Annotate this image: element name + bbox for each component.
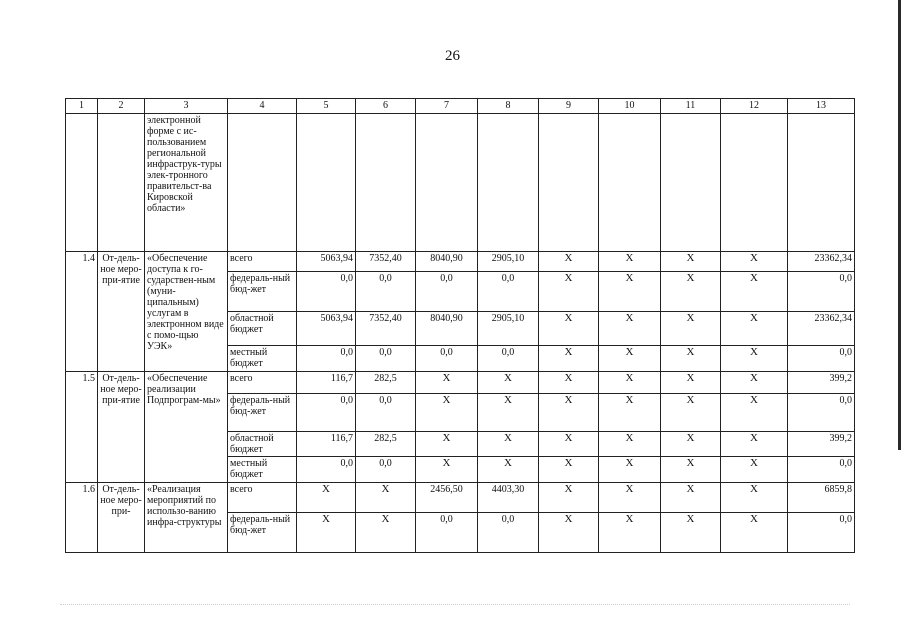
amount-cell: X xyxy=(539,346,599,372)
amount-cell: X xyxy=(661,346,721,372)
amount-cell: X xyxy=(416,432,478,457)
amount-cell: X xyxy=(356,483,416,513)
amount-cell: 399,2 xyxy=(788,432,855,457)
amount-cell: 6859,8 xyxy=(788,483,855,513)
amount-cell: X xyxy=(599,346,661,372)
empty-cell xyxy=(297,114,356,252)
amount-cell: 0,0 xyxy=(416,513,478,553)
amount-cell: X xyxy=(721,457,788,483)
amount-cell: X xyxy=(539,394,599,432)
amount-cell: 5063,94 xyxy=(297,252,356,272)
column-header: 1 xyxy=(66,99,98,114)
measure-name: «Обеспечение доступа к го-сударствен-ным (муни-ципальным) услугам в электронном виде с помо-щью УЭК» xyxy=(145,252,228,372)
column-header: 8 xyxy=(478,99,539,114)
table-row xyxy=(66,114,855,252)
amount-cell: 0,0 xyxy=(356,346,416,372)
amount-cell: 116,7 xyxy=(297,432,356,457)
column-header: 7 xyxy=(416,99,478,114)
amount-cell: 23362,34 xyxy=(788,312,855,346)
empty-cell xyxy=(478,114,539,252)
budget-table xyxy=(65,98,855,553)
amount-cell: 0,0 xyxy=(297,346,356,372)
amount-cell: X xyxy=(356,513,416,553)
column-header: 13 xyxy=(788,99,855,114)
table-row xyxy=(66,483,855,513)
amount-cell: 0,0 xyxy=(297,394,356,432)
amount-cell: X xyxy=(661,252,721,272)
empty-cell xyxy=(721,114,788,252)
section-number: 1.4 xyxy=(66,252,98,372)
empty-cell xyxy=(416,114,478,252)
amount-cell: X xyxy=(539,372,599,394)
amount-cell: X xyxy=(661,483,721,513)
empty-cell xyxy=(788,114,855,252)
funding-source: местный бюджет xyxy=(228,457,297,483)
amount-cell: X xyxy=(539,272,599,312)
column-header: 5 xyxy=(297,99,356,114)
amount-cell: 0,0 xyxy=(416,346,478,372)
funding-source: местный бюджет xyxy=(228,346,297,372)
amount-cell: X xyxy=(661,372,721,394)
amount-cell: 8040,90 xyxy=(416,312,478,346)
amount-cell: X xyxy=(721,272,788,312)
empty-cell xyxy=(661,114,721,252)
funding-source: федераль-ный бюд-жет xyxy=(228,394,297,432)
amount-cell: 0,0 xyxy=(356,394,416,432)
column-header: 9 xyxy=(539,99,599,114)
amount-cell: X xyxy=(478,372,539,394)
measure-name: «Реализация мероприятий по использо-ванию инфра-структуры xyxy=(145,483,228,553)
amount-cell: X xyxy=(721,483,788,513)
amount-cell: X xyxy=(721,394,788,432)
scan-noise-line xyxy=(60,604,850,606)
amount-cell: X xyxy=(539,513,599,553)
amount-cell: X xyxy=(721,513,788,553)
empty-cell xyxy=(539,114,599,252)
amount-cell: X xyxy=(416,372,478,394)
measure-name: «Обеспечение реализации Подпрограм-мы» xyxy=(145,372,228,483)
amount-cell: 7352,40 xyxy=(356,312,416,346)
amount-cell: 0,0 xyxy=(788,272,855,312)
amount-cell: 116,7 xyxy=(297,372,356,394)
amount-cell: 5063,94 xyxy=(297,312,356,346)
column-header: 10 xyxy=(599,99,661,114)
empty-cell xyxy=(599,114,661,252)
funding-source: всего xyxy=(228,252,297,272)
amount-cell: X xyxy=(539,457,599,483)
amount-cell: 0,0 xyxy=(478,272,539,312)
measure-type: От-дель-ное меро-при-ятие xyxy=(98,252,145,372)
amount-cell: X xyxy=(297,513,356,553)
column-header: 12 xyxy=(721,99,788,114)
amount-cell: X xyxy=(721,312,788,346)
empty-cell xyxy=(98,114,145,252)
amount-cell: X xyxy=(599,272,661,312)
amount-cell: 2456,50 xyxy=(416,483,478,513)
amount-cell: 0,0 xyxy=(788,457,855,483)
amount-cell: 0,0 xyxy=(788,346,855,372)
amount-cell: X xyxy=(599,457,661,483)
amount-cell: X xyxy=(599,483,661,513)
amount-cell: 282,5 xyxy=(356,372,416,394)
amount-cell: X xyxy=(661,394,721,432)
empty-cell xyxy=(356,114,416,252)
measure-type: От-дель-ное меро-при-ятие xyxy=(98,372,145,483)
amount-cell: 4403,30 xyxy=(478,483,539,513)
amount-cell: X xyxy=(721,372,788,394)
column-header: 3 xyxy=(145,99,228,114)
amount-cell: X xyxy=(721,252,788,272)
amount-cell: X xyxy=(661,272,721,312)
column-header: 2 xyxy=(98,99,145,114)
amount-cell: X xyxy=(416,394,478,432)
table-row xyxy=(66,372,855,394)
header-row xyxy=(66,99,855,114)
amount-cell: 0,0 xyxy=(297,457,356,483)
amount-cell: 7352,40 xyxy=(356,252,416,272)
amount-cell: X xyxy=(599,372,661,394)
amount-cell: 0,0 xyxy=(788,513,855,553)
page-edge-shadow xyxy=(898,0,901,450)
amount-cell: X xyxy=(661,457,721,483)
amount-cell: 0,0 xyxy=(416,272,478,312)
amount-cell: X xyxy=(478,457,539,483)
measure-type: От-дель-ное меро-при- xyxy=(98,483,145,553)
amount-cell: 2905,10 xyxy=(478,252,539,272)
column-header: 6 xyxy=(356,99,416,114)
amount-cell: X xyxy=(539,312,599,346)
funding-source: всего xyxy=(228,372,297,394)
amount-cell: X xyxy=(297,483,356,513)
amount-cell: X xyxy=(478,432,539,457)
amount-cell: X xyxy=(539,483,599,513)
funding-source: областной бюджет xyxy=(228,312,297,346)
amount-cell: 399,2 xyxy=(788,372,855,394)
amount-cell: 23362,34 xyxy=(788,252,855,272)
amount-cell: 0,0 xyxy=(356,272,416,312)
amount-cell: 8040,90 xyxy=(416,252,478,272)
section-number: 1.5 xyxy=(66,372,98,483)
amount-cell: X xyxy=(599,312,661,346)
empty-cell xyxy=(66,114,98,252)
amount-cell: X xyxy=(599,432,661,457)
column-header: 4 xyxy=(228,99,297,114)
amount-cell: X xyxy=(539,252,599,272)
amount-cell: 282,5 xyxy=(356,432,416,457)
amount-cell: X xyxy=(721,346,788,372)
amount-cell: X xyxy=(539,432,599,457)
column-header: 11 xyxy=(661,99,721,114)
amount-cell: 0,0 xyxy=(788,394,855,432)
amount-cell: 0,0 xyxy=(356,457,416,483)
funding-source: всего xyxy=(228,483,297,513)
amount-cell: X xyxy=(599,513,661,553)
empty-cell xyxy=(228,114,297,252)
funding-source: федераль-ный бюд-жет xyxy=(228,513,297,553)
table-row xyxy=(66,252,855,272)
section-number: 1.6 xyxy=(66,483,98,553)
amount-cell: X xyxy=(416,457,478,483)
funding-source: областной бюджет xyxy=(228,432,297,457)
measure-name-continued: электронной форме с ис-пользованием региональной инфраструк-туры элек-тронного правительст-ва Кировской области» xyxy=(145,114,228,252)
amount-cell: 0,0 xyxy=(478,513,539,553)
amount-cell: X xyxy=(478,394,539,432)
amount-cell: X xyxy=(661,312,721,346)
amount-cell: 0,0 xyxy=(478,346,539,372)
amount-cell: 2905,10 xyxy=(478,312,539,346)
amount-cell: X xyxy=(661,432,721,457)
amount-cell: X xyxy=(599,394,661,432)
amount-cell: X xyxy=(599,252,661,272)
funding-source: федераль-ный бюд-жет xyxy=(228,272,297,312)
amount-cell: X xyxy=(661,513,721,553)
amount-cell: X xyxy=(721,432,788,457)
amount-cell: 0,0 xyxy=(297,272,356,312)
page-number: 26 xyxy=(445,48,460,64)
